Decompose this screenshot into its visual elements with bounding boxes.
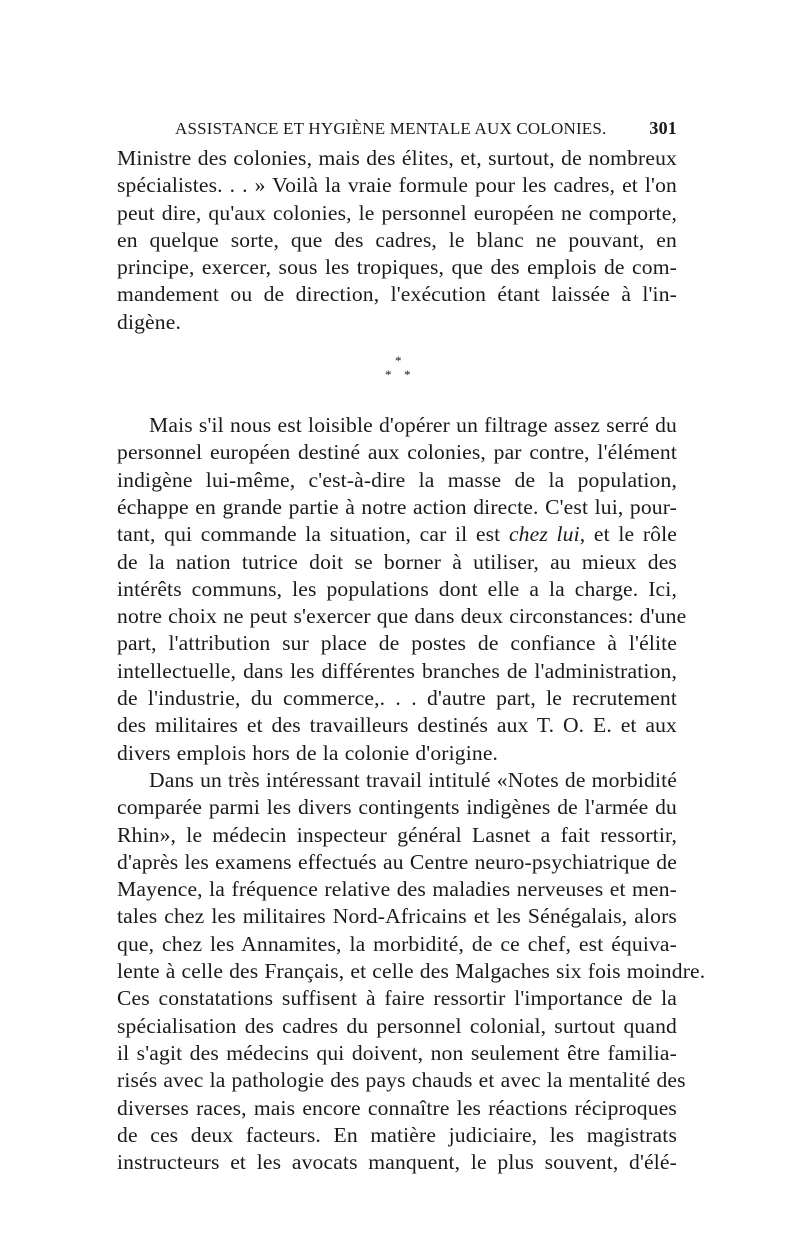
text-line: instructeurs et les avocats manquent, le plus souvent, d'élé- (117, 1150, 677, 1175)
asterism-star-right: * (404, 367, 411, 383)
text-line: peut dire, qu'aux colonies, le personnel européen ne comporte, (117, 200, 677, 225)
text-line: risés avec la pathologie des pays chauds et avec la mentalité des (117, 1068, 686, 1093)
text-line: de la nation tutrice doit se borner à utiliser, au mieux des (117, 549, 677, 574)
text-line: tant, qui commande la situation, car il est chez lui, et le rôle (117, 522, 678, 547)
emphasis: chez lui (508, 522, 580, 547)
section-break-asterism (117, 346, 677, 398)
text-line: que, chez les Annamites, la morbidité, de ce chef, est équiva- (117, 931, 677, 956)
text-line: diverses races, mais encore connaître les réactions réciproques (117, 1095, 677, 1120)
text-line: intellectuelle, dans les différentes branches de l'administration, (117, 658, 677, 683)
text-line: divers emplois hors de la colonie d'origine. (117, 740, 499, 765)
text-line: Mayence, la fréquence relative des maladies nerveuses et men- (117, 877, 677, 902)
text-line: d'après les examens effectués au Centre neuro-psychiatrique de (117, 849, 677, 874)
text-line: mandement ou de direction, l'exécution étant laissée à l'in- (117, 282, 677, 307)
book-page (117, 118, 706, 1176)
text-line: de l'industrie, du commerce,. . . d'autre part, le recrutement (117, 686, 677, 711)
text-line: Rhin», le médecin inspecteur général Lasnet a fait ressortir, (117, 822, 677, 847)
text-line: spécialisation des cadres du personnel colonial, surtout quand (117, 1013, 677, 1038)
text-line: part, l'attribution sur place de postes de confiance à l'élite (117, 631, 677, 656)
text-line: comparée parmi les divers contingents indigènes de l'armée du (117, 795, 677, 820)
text-line: indigène lui-même, c'est-à-dire la masse de la population, (117, 467, 677, 492)
paragraph-3 (117, 767, 706, 1176)
text-line: il s'agit des médecins qui doivent, non seulement être familia- (117, 1040, 677, 1065)
text-line: principe, exercer, sous les tropiques, que des emplois de com- (117, 255, 677, 280)
text-line: spécialistes. . . » Voilà la vraie formule pour les cadres, et l'on (117, 173, 677, 198)
paragraph-1 (117, 145, 677, 336)
page-number: 301 (649, 118, 677, 138)
paragraph-2 (117, 412, 687, 767)
text-line: personnel européen destiné aux colonies, par contre, l'élément (117, 440, 677, 465)
text-line: Ministre des colonies, mais des élites, et, surtout, de nombreux (117, 146, 677, 170)
text-line: Dans un très intéressant travail intitulé «Notes de morbidité (149, 767, 677, 792)
running-head (117, 118, 677, 139)
text-line: lente à celle des Français, et celle des Malgaches six fois moindre. (117, 959, 706, 984)
text-line: des militaires et des travailleurs destinés aux T. O. E. et aux (117, 713, 677, 738)
text-line: tales chez les militaires Nord-Africains et les Sénégalais, alors (117, 904, 677, 929)
running-head-title: ASSISTANCE ET HYGIÈNE MENTALE AUX COLONIES. (175, 119, 607, 138)
text-line: de ces deux facteurs. En matière judiciaire, les magistrats (117, 1122, 677, 1147)
text-line: notre choix ne peut s'exercer que dans deux circonstances: d'une (117, 604, 687, 629)
asterism-star-top: * (395, 353, 402, 369)
text-line: en quelque sorte, que des cadres, le blanc ne pouvant, en (117, 227, 677, 252)
text-line: échappe en grande partie à notre action directe. C'est lui, pour- (117, 494, 677, 519)
asterism-star-left: * (385, 367, 392, 383)
text-line: Ces constatations suffisent à faire ressortir l'importance de la (117, 986, 677, 1011)
text-line: digène. (117, 309, 182, 334)
text-line: Mais s'il nous est loisible d'opérer un filtrage assez serré du (149, 413, 677, 438)
text-line: intérêts communs, les populations dont elle a la charge. Ici, (117, 576, 677, 601)
